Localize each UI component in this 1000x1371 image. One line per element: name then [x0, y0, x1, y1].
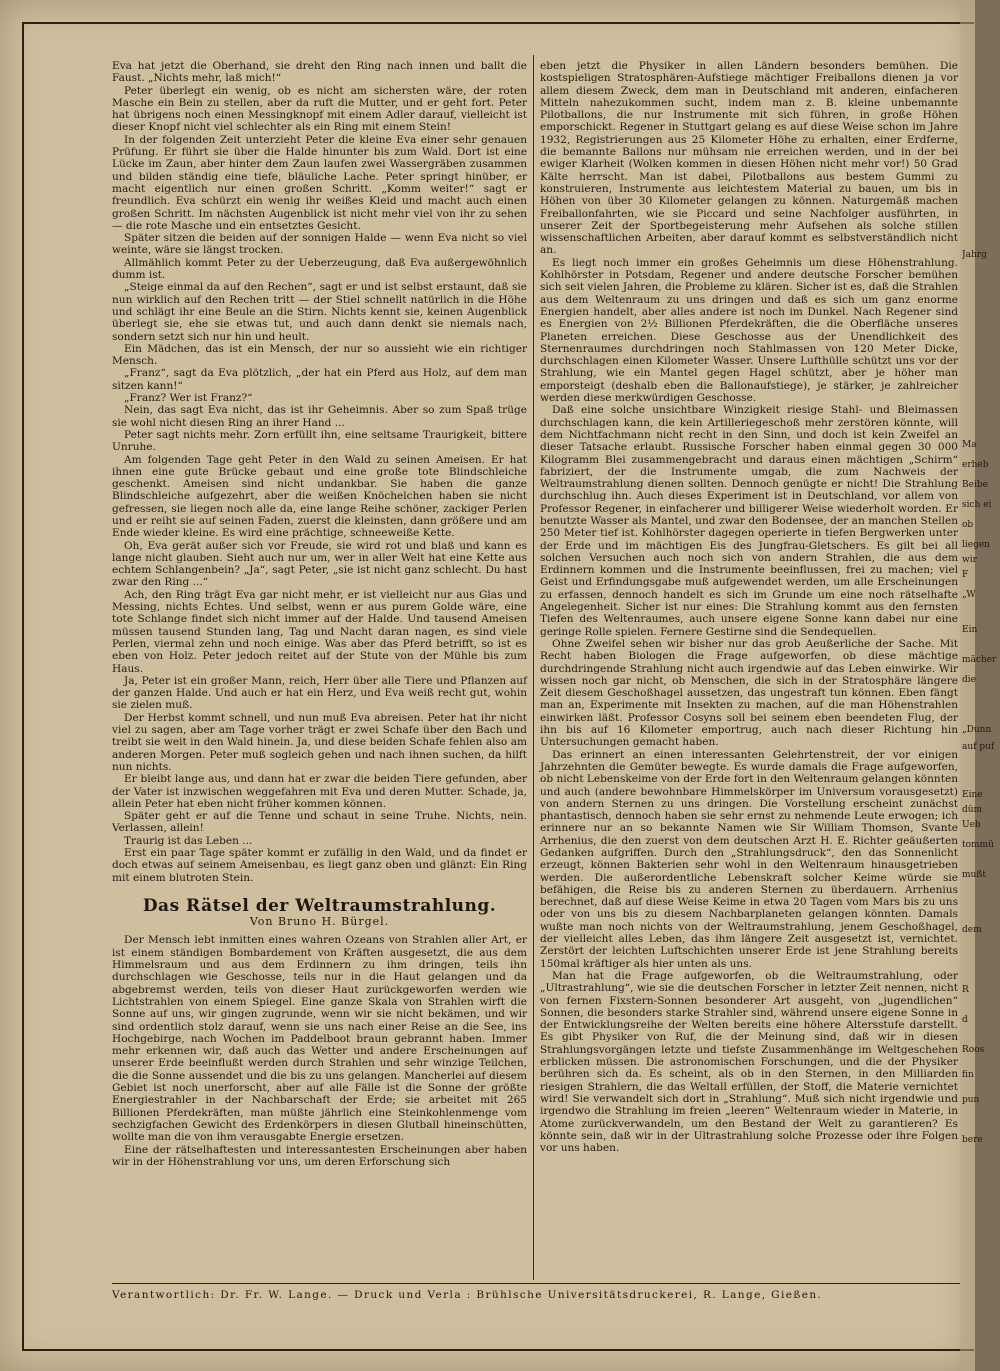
- story-paragraph: Traurig ist das Leben ...: [124, 834, 253, 847]
- neighbor-fragment: Ueb: [962, 820, 981, 830]
- story-paragraph: Später sitzen die beiden auf der sonnigen Halde — wenn Eva nicht so viel weinte, wäre sie längst trocken.: [112, 232, 527, 257]
- story-paragraph: „Franz“, sagt da Eva plötzlich, „der hat ein Pferd aus Holz, auf dem man sitzen kann!“: [112, 367, 527, 392]
- story-paragraph: Allmählich kommt Peter zu der Ueberzeugung, daß Eva außergewöhnlich dumm ist.: [112, 256, 527, 282]
- story-paragraph: „Franz? Wer ist Franz?“: [124, 392, 253, 405]
- neighbor-fragment: fin: [962, 1070, 974, 1080]
- article-byline: Von Bruno H. Bürgel.: [249, 915, 390, 929]
- article-paragraph: eben jetzt die Physiker in allen Ländern besonders bemühen. Die kostspieligen Stratosphären-Aufstiege mächtiger Freiballons dienen ja vor allem diesem Zweck, dem man in Deutschland mit anderen, einfacheren Mitteln nahezukommen sucht, indem man z. B. kleine unbemannte Pilotballons, die nur Instrumente mit sich führen, in große Höhen emporschickt. Regener in Stuttgart gelang es auf diese Weise schon im Jahre 1932, Registrierungen aus 25 Kilometer Höhe zu erhalten, einer Erdferne, die bemannte Ballons nur mühsam nie erreichen werden, und in der bei ewiger Klarheit (Wolken kommen in diesen Höhen nicht mehr vor!) 50 Grad Kälte herrscht. Man ist dabei, Pilotballons aus bestem Gummi zu konstruieren, Instrumente aus leichtestem Material zu bauen, um bis in Höhen von über 30 Kilometer gelangen zu können. Naturgemäß machen Freiballonfahrten, wie sie Piccard und seine Nachfolger ausführten, in unserer Zeit der Sportbegeisterung mehr Aufsehen als solche stillen wissenschaftlichen Arbeiten, aber darauf kommt es selbstverständlich nicht an.: [540, 60, 958, 257]
- neighbor-fragment: Jahrg: [962, 250, 987, 260]
- neighbor-fragment: F: [962, 570, 969, 580]
- story-paragraph: Eva hat jetzt die Oberhand, sie dreht den Ring nach innen und ballt die Faust. „Nichts mehr, laß mich!“: [112, 60, 527, 85]
- neighbor-fragment: d: [962, 1015, 968, 1025]
- neighbor-fragment: bere: [962, 1135, 983, 1145]
- neighbor-fragment: R: [962, 985, 969, 995]
- story-paragraph: Oh, Eva gerät außer sich vor Freude, sie wird rot und blaß und kann es lange nicht glauben. Sieht auch nur um, wer in aller Welt hat eine Kette aus echtem Schlangenbein? „Ja“, sagt Peter, „sie ist nicht ganz schlecht. Du hast zwar den Ring ...“: [112, 539, 527, 589]
- column-divider: [533, 55, 534, 1280]
- story-paragraph: Peter überlegt ein wenig, ob es nicht am sichersten wäre, der roten Masche ein Bein zu stellen, aber da ruft die Mutter, und er geht fort. Peter hat übrigens noch einen Messingknopf mit einem Adler darauf, vielleicht ist dieser Knopf nicht viel schlechter als ein Ring mit einem Stein!: [112, 84, 527, 134]
- article-paragraph: Es liegt noch immer ein großes Geheimnis um diese Höhenstrahlung. Kohlhörster in Potsdam, Regener und andere deutsche Forscher bemühen sich seit vielen Jahren, die Probleme zu klären. Sicher ist es, daß die Strahlen aus dem Weltenraum zu uns dringen und daß es sich um ganz enorme Energien handelt, aber alles andere ist noch im Dunkel. Nach Regener sind es Energien von 2½ Billionen Pferdekräften, die die Oberfläche unseres Planeten erreichen. Diese Geschosse aus der Unendlichkeit des Sternenraumes durchdringen noch Stahlmassen von 120 Meter Dicke, durchschlagen einen Kilometer Wasser. Unsere Lufthülle schützt uns vor der Strahlung, wie ein Mantel gegen Hagel schützt, aber je höher man emporsteigt (deshalb eben die Ballonaufstiege), je stärker, je zahlreicher werden diese merkwürdigen Geschosse.: [540, 256, 958, 405]
- story-paragraph: Am folgenden Tage geht Peter in den Wald zu seinen Ameisen. Er hat ihnen eine gute Brücke gebaut und eine große tote Blindschleiche geschenkt. Ameisen sind nicht undankbar. Sie haben die ganze Blindschleiche aufgezehrt, aber die weißen Knöchelchen haben sie nicht gefressen, sie liegen noch alle da, eine lange Reihe schöner, zackiger Perlen und er reiht sie auf seinen Faden, zuerst die kleinsten, dann größere und am Ende wieder kleine. Es wird eine prächtige, schneeweiße Kette.: [112, 453, 527, 540]
- story-paragraph: Ach, den Ring trägt Eva gar nicht mehr, er ist vielleicht nur aus Glas und Messing, nichts Echtes. Und selbst, wenn er aus purem Golde wäre, eine tote Schlange findet sich nicht immer auf der Halde. Und tausend Ameisen müssen tausend Stunden lang, Tag und Nacht daran nagen, es sind viele Perlen, viermal zehn und noch einige. Was aber das Pferd betrifft, so ist es eben von Holz. Peter jedoch reitet auf der Stute von der Mühle bis zum Haus.: [112, 588, 527, 675]
- neighbor-fragment: die: [962, 675, 976, 685]
- article-paragraph: Daß eine solche unsichtbare Winzigkeit riesige Stahl- und Bleimassen durchschlagen kann, die kein Artilleriegeschoß mehr zerstören könnte, will dem Nichtfachmann nicht recht in den Sinn, und doch ist kein Zweifel an dieser Tatsache erlaubt. Russische Forscher haben einmal gegen 30 000 Kilogramm Blei zusammengebracht und daraus einen mächtigen „Schirm“ fabriziert, der die Instrumente umgab, die zum Nachweis der Weltraumstrahlung dienen sollten. Dennoch genügte er nicht! Die Strahlung durchschlug ihn. Auch dieses Experiment ist in Deutschland, vor allem von Professor Regener, in einfacherer und billigerer Weise wiederholt worden. Er benutzte Wasser als Mantel, und zwar den Bodensee, der an manchen Stellen 250 Meter tief ist. Kohlhörster dagegen operierte in tiefen Bergwerken unter der Erde und im mächtigen Eis des Jungfrau-Gletschers. Es gilt bei all solchen Versuchen auch noch sich von andern Strahlen, die aus dem Erdinnern kommen und die Instrumente beeinflussen, frei zu machen; viel Geist und Erfindungsgabe muß aufgewendet werden, um alle Erscheinungen zu erfassen, dennoch handelt es sich im Grunde um eine noch rätselhafte Angelegenheit. Sicher ist nur eines: Die Strahlung kommt aus den fernsten Tiefen des Weltenraumes, auch unsere eigene Sonne kann dabei nur eine geringe Rolle spielen. Fernere Gestirne sind die Sendequellen.: [540, 404, 958, 638]
- story-paragraph: Nein, das sagt Eva nicht, das ist ihr Geheimnis. Aber so zum Spaß trüge sie wohl nicht diesen Ring an ihrer Hand ...: [112, 404, 527, 429]
- neighbor-fragment: Roos: [962, 1045, 985, 1055]
- story-paragraph: Der Herbst kommt schnell, und nun muß Eva abreisen. Peter hat ihr nicht viel zu sagen, aber am Tage vorher trägt er zwei Schafe über den Bach und treibt sie weit in den Wald hinein. Ja, und diese beiden Schafe fehlen also am anderen Morgen. Peter muß sogleich gehen und nach ihnen suchen, da hilft nun nichts.: [112, 711, 527, 773]
- neighbor-fragment: „Dunn: [962, 725, 992, 735]
- story-paragraph: Er bleibt lange aus, und dann hat er zwar die beiden Tiere gefunden, aber der Vater ist inzwischen weggefahren mit Eva und deren Mutter. Schade, ja, allein Peter hat eben nicht früher kommen können.: [112, 773, 527, 810]
- neighbor-fragment: dům: [962, 805, 983, 815]
- article-paragraph: Das erinnert an einen interessanten Gelehrtenstreit, der vor einigen Jahrzehnten die Gemüter bewegte. Es wurde damals die Frage aufgeworfen, ob nicht Lebenskeime von der Erde fort in den Weltenraum gelangen könnten und auch (andere bewohnbare Himmelskörper im Universum vorausgesetzt) von andern Sternen zu uns dringen. Die Vorstellung erscheint zunächst phantastisch, dennoch haben sie sehr ernst zu nehmende Leute erwogen; ich erinnere nur an so bekannte Namen wie Sir William Thomson, Svante Arrhenius, die den zuerst von dem deutschen Arzt H. E. Richter geäußerten Gedanken aufgriffen. Durch den „Strahlungsdruck“, den das Sonnenlicht erzeugt, können Bakterien sehr wohl in den Weltenraum hinausgetrieben werden. Die außerordentliche Lebenskraft solcher Keime würde sie befähigen, die Reise bis zu anderen Sternen zu überdauern. Arrhenius berechnet, daß auf diese Weise Keime in etwa 20 Tagen vom Mars bis zu uns oder von uns bis zu diesem Nachbarplaneten gelangen könnten. Damals wußte man noch nichts von der Weltraumstrahlung, jenem Geschoßhagel, der vielleicht alles Leben, das ihm längere Zeit ausgesetzt ist, vernichtet. Zerstört der leichten Luftschichten unserer Erde ist jene Strahlung bereits 150mal kräftiger als hier unten als uns.: [540, 748, 958, 970]
- neighbor-fragment: tommü: [962, 840, 994, 850]
- neighbor-fragment: mächer: [962, 655, 997, 665]
- neighbor-fragment: liegen: [962, 540, 990, 550]
- story-paragraph: Erst ein paar Tage später kommt er zufällig in den Wald, und da findet er doch etwas auf seinem Ameisenbau, es liegt ganz oben und glänzt: Ein Ring mit einem blutroten Stein.: [112, 847, 527, 884]
- left-column: [112, 60, 527, 1168]
- right-column: [540, 60, 958, 1154]
- story-paragraph: In der folgenden Zeit unterzieht Peter die kleine Eva einer sehr genauen Prüfung. Er führt sie über die Halde hinunter bis zum Wald. Dort ist eine Lücke im Zaun, aber hinter dem Zaun laufen zwei Wassergräben zusammen und bilden ständig eine tiefe, bläuliche Lache. Peter springt hinüber, er macht eigentlich nur einen großen Schritt. „Komm weiter!“ sagt er freundlich. Eva schürzt ein wenig ihr weißes Kleid und macht auch einen großen Schritt. Im nächsten Augenblick ist nicht mehr viel von ihr zu sehen — die rote Masche und ein entsetztes Gesicht.: [112, 133, 527, 232]
- article-paragraph: Man hat die Frage aufgeworfen, ob die Weltraumstrahlung, oder „Ultrastrahlung“, wie sie die deutschen Forscher in letzter Zeit nennen, nicht von fernen Fixstern-Sonnen besonderer Art ausgeht, von „jugendlichen“ Sonnen, die besonders starke Strahler sind, während unsere eigene Sonne in der Entwicklungsreihe der Welten bereits eine höhere Altersstufe darstellt. Es gibt Physiker von Ruf, die der Meinung sind, daß wir in diesen Strahlungsvorgängen letzte und tiefste Zusammenhänge im Weltgeschehen erblicken müssen. Die astronomischen Forschungen, und die der Physiker berühren sich da. Es scheint, als ob in den Sternen, in den Milliarden riesigen Strahlern, die das Weltall erfüllen, der Stoff, die Materie vernichtet wird! Sie verwandelt sich dort in „Strahlung“. Muß sich nicht irgendwie und irgendwo die Strahlung im freien „leeren“ Weltenraum wieder in Materie, in Atome zurückverwandeln, um den Bestand der Welt zu garantieren? Es könnte sein, daß wir in der Ultrastrahlung solche Prozesse oder ihre Folgen vor uns haben.: [540, 969, 958, 1155]
- story-paragraph: Später geht er auf die Tenne und schaut in seine Truhe. Nichts, nein. Verlassen, allein!: [112, 810, 527, 835]
- article-paragraph: Eine der rätselhaftesten und interessantesten Erscheinungen aber haben wir in der Höhenstrahlung vor uns, um deren Erforschung sich: [112, 1143, 527, 1168]
- story-paragraph: Peter sagt nichts mehr. Zorn erfüllt ihn, eine seltsame Traurigkeit, bittere Unruhe.: [112, 428, 527, 454]
- neighbor-fragment: dem: [962, 925, 982, 935]
- neighbor-fragment: Ma: [962, 440, 977, 450]
- neighbor-fragment: mußt: [962, 870, 986, 880]
- neighbor-fragment: Beibe: [962, 480, 988, 490]
- article-paragraph: Ohne Zweifel sehen wir bisher nur das grob Aeußerliche der Sache. Mit Recht haben Biologen die Frage aufgeworfen, ob diese mächtige durchdringende Strahlung nicht auch irgendwie auf das Leben einwirke. Wir wissen noch gar nicht, ob Menschen, die sich in der Stratosphäre längere Zeit diesem Geschoßhagel aussetzen, das ungestraft tun können. Eben fängt man an, Experimente mit Insekten zu machen, auf die man Höhenstrahlen einwirken läßt. Professor Cosyns soll bei seinem eben beendeten Flug, der ihn bis auf 16 Kilometer emportrug, auch nach dieser Richtung hin Untersuchungen gemacht haben.: [540, 637, 958, 749]
- neighbor-fragment: wir: [962, 555, 977, 565]
- footer-rule: [112, 1283, 960, 1284]
- neighbor-fragment: Ein: [962, 625, 978, 635]
- story-paragraph: Ja, Peter ist ein großer Mann, reich, Herr über alle Tiere und Pflanzen auf der ganzen Halde. Und auch er hat ein Herz, und Eva weiß recht gut, wohin sie zielen muß.: [112, 674, 527, 712]
- neighbor-fragment: Eine: [962, 790, 983, 800]
- neighbor-fragment: „W: [962, 590, 976, 600]
- neighbor-fragment: auf puf: [962, 742, 995, 752]
- neighbor-fragment: erheb: [962, 460, 989, 470]
- article-title: Das Rätsel der Weltraumstrahlung.: [142, 895, 497, 916]
- story-paragraph: Ein Mädchen, das ist ein Mensch, der nur so aussieht wie ein richtiger Mensch.: [112, 342, 527, 368]
- imprint-footer: Verantwortlich: Dr. Fr. W. Lange. — Druck und Verla : Brühlsche Universitätsdruckerei, R. Lange, Gießen.: [112, 1289, 823, 1301]
- story-paragraph: „Steige einmal da auf den Rechen“, sagt er und ist selbst erstaunt, daß sie nun wirklich auf den Rechen tritt — der Stiel schnellt natürlich in die Höhe und schlägt ihr eine Beule an die Stirn. Nichts kennt sie, keinen Augenblick überlegt sie, ehe sie etwas tut, und auch dann denkt sie niemals nach, sondern setzt sich nur hin und heult.: [112, 281, 527, 343]
- neighbor-fragment: ob: [962, 520, 974, 530]
- article-paragraph: Der Mensch lebt inmitten eines wahren Ozeans von Strahlen aller Art, er ist einem ständigen Bombardement von Kräften ausgesetzt, die aus dem Himmelsraum und aus dem Erdinnern zu ihm dringen, teils ihn durchschlagen wie Geschosse, teils nur in die Haut gelangen und da abgebremst werden, teils von dieser Haut zurückgeworfen werden wie Lichtstrahlen von einem Spiegel. Eine ganze Skala von Strahlen wirft die Sonne auf uns, wir gingen zugrunde, wenn wir sie nicht bekämen, und wir sind ordentlich stolz darauf, wenn sie uns nach einer Reise an die See, ins Hochgebirge, nach Wochen im Paddelboot braun gebrannt haben. Immer mehr erkennen wir, daß auch das Wetter und andere Erscheinungen auf unserer Erde beeinflußt werden durch Strahlen und sehr winzige Teilchen, die die Sonne aussendet und die bis zu uns gelangen. Mancherlei auf diesem Gebiet ist noch unerforscht, aber auf alle Fälle ist die Sonne der größte Energiestrahler in der Nachbarschaft der Erde; sie arbeitet mit 265 Billionen Pferdekräften, man müßte jährlich eine Steinkohlenmenge vom sechzigfachen Gewicht des Erdenkörpers in diesen Glutball hineinschütten, wollte man die von ihm verausgabte Energie ersetzen.: [112, 934, 527, 1144]
- neighbor-fragment: sich ei: [962, 500, 992, 510]
- neighbor-fragment: pun: [962, 1095, 980, 1105]
